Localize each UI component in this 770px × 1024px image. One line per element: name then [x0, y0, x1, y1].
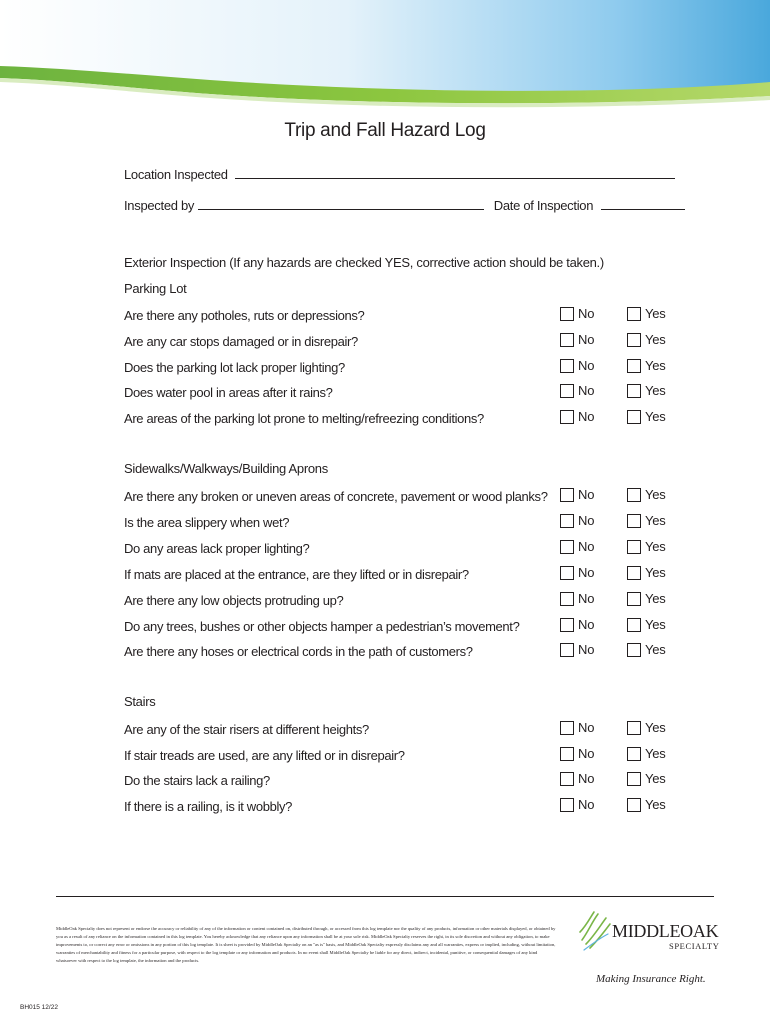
no-checkbox[interactable] [560, 514, 574, 528]
no-option[interactable] [560, 513, 594, 528]
question-row [124, 720, 684, 742]
yes-checkbox[interactable] [627, 798, 641, 812]
no-label: No [578, 409, 595, 424]
company-logo-sub: SPECIALTY [669, 941, 720, 951]
no-checkbox[interactable] [560, 488, 574, 502]
form-code: BH015 12/22 [20, 1004, 58, 1011]
no-label: No [578, 358, 595, 373]
question-text: Are there any broken or uneven areas of concrete, pavement or wood planks? [124, 489, 548, 504]
stairs-heading: Stairs [124, 694, 156, 709]
yes-option[interactable] [627, 617, 666, 632]
yes-option[interactable] [627, 306, 666, 321]
yes-option[interactable] [627, 591, 666, 606]
no-checkbox[interactable] [560, 566, 574, 580]
yes-label: Yes [645, 383, 666, 398]
date-label: Date of Inspection [493, 198, 594, 213]
inspector-date-field [124, 198, 685, 213]
yes-label: Yes [645, 409, 666, 424]
no-option[interactable] [560, 332, 594, 347]
yes-option[interactable] [627, 797, 666, 812]
disclaimer-text: MiddleOak Specialty does not represent or endorse the accuracy or reliability of any of the information or content contained on, distributed through, or accessed from this log template nor the quality of any products, information or other materials displayed, or obtained by you as a result of any reliance on the information contained in this log template. You hereby acknowledge that any reliance upon any information shall be at your sole risk. MiddleOak Specialty reserves the right, in its sole discretion and without any obligation, to make improvements to, or correct any error or omissions in any portion of this log template. It is sheet is provided by MiddleOak Specialty on an "as is" basis, and MiddleOak Specialty expressly disclaims any and all warranties, express or implied, including, without limitation, warranties of merchantability and fitness for a particular purpose, with respect to the log template or any information and products. In no event shall MiddleOak Specialty be liable for any direct, indirect, incidental, punitive, or consequential damages of any kind whatsoever with respect to the log template, the information and the products. [56, 926, 556, 963]
yes-option[interactable] [627, 746, 666, 761]
question-row [124, 383, 684, 405]
yes-option[interactable] [627, 642, 666, 657]
header-swoosh [0, 0, 770, 112]
question-row [124, 409, 684, 431]
yes-checkbox[interactable] [627, 643, 641, 657]
no-option[interactable] [560, 591, 594, 606]
question-row [124, 797, 684, 819]
no-label: No [578, 383, 595, 398]
question-row [124, 642, 684, 664]
parking-heading: Parking Lot [124, 281, 187, 296]
no-checkbox[interactable] [560, 359, 574, 373]
company-tagline: Making Insurance Right. [596, 973, 706, 985]
yes-checkbox[interactable] [627, 540, 641, 554]
yes-checkbox[interactable] [627, 488, 641, 502]
question-text: Does water pool in areas after it rains? [124, 385, 333, 400]
no-label: No [578, 771, 595, 786]
yes-label: Yes [645, 539, 666, 554]
yes-label: Yes [645, 642, 666, 657]
yes-label: Yes [645, 746, 666, 761]
question-text: Are there any hoses or electrical cords in the path of customers? [124, 644, 473, 659]
no-option[interactable] [560, 617, 594, 632]
footer-divider [56, 896, 714, 897]
no-checkbox[interactable] [560, 540, 574, 554]
yes-label: Yes [645, 332, 666, 347]
yes-checkbox[interactable] [627, 747, 641, 761]
yes-checkbox[interactable] [627, 333, 641, 347]
yes-option[interactable] [627, 539, 666, 554]
yes-checkbox[interactable] [627, 410, 641, 424]
yes-label: Yes [645, 797, 666, 812]
document-title: Trip and Fall Hazard Log [284, 120, 486, 141]
no-checkbox[interactable] [560, 410, 574, 424]
no-label: No [578, 720, 595, 735]
sidewalks-heading: Sidewalks/Walkways/Building Aprons [124, 461, 328, 476]
question-text: Are any of the stair risers at different heights? [124, 722, 369, 737]
no-label: No [578, 539, 595, 554]
no-checkbox[interactable] [560, 333, 574, 347]
no-checkbox[interactable] [560, 747, 574, 761]
question-row [124, 513, 684, 535]
question-text: If mats are placed at the entrance, are they lifted or in disrepair? [124, 567, 469, 582]
no-checkbox[interactable] [560, 798, 574, 812]
yes-label: Yes [645, 771, 666, 786]
no-option[interactable] [560, 642, 594, 657]
question-row [124, 332, 684, 354]
no-option[interactable] [560, 565, 594, 580]
yes-label: Yes [645, 358, 666, 373]
location-label: Location Inspected [124, 167, 228, 182]
yes-checkbox[interactable] [627, 566, 641, 580]
question-row [124, 565, 684, 587]
no-option[interactable] [560, 746, 594, 761]
no-checkbox[interactable] [560, 384, 574, 398]
yes-checkbox[interactable] [627, 592, 641, 606]
yes-option[interactable] [627, 565, 666, 580]
inspected-by-label: Inspected by [124, 198, 195, 213]
question-row [124, 617, 684, 639]
question-text: Do any areas lack proper lighting? [124, 541, 310, 556]
no-checkbox[interactable] [560, 721, 574, 735]
question-text: If stair treads are used, are any lifted or in disrepair? [124, 748, 405, 763]
yes-label: Yes [645, 591, 666, 606]
yes-checkbox[interactable] [627, 618, 641, 632]
yes-checkbox[interactable] [627, 514, 641, 528]
no-label: No [578, 487, 595, 502]
yes-option[interactable] [627, 383, 666, 398]
yes-label: Yes [645, 487, 666, 502]
no-option[interactable] [560, 720, 594, 735]
question-text: Are there any low objects protruding up? [124, 593, 344, 608]
yes-checkbox[interactable] [627, 307, 641, 321]
date-input[interactable] [601, 198, 685, 210]
yes-option[interactable] [627, 358, 666, 373]
yes-option[interactable] [627, 771, 666, 786]
question-text: Do any trees, bushes or other objects hamper a pedestrian’s movement? [124, 619, 520, 634]
no-checkbox[interactable] [560, 592, 574, 606]
question-text: Is the area slippery when wet? [124, 515, 290, 530]
no-label: No [578, 642, 595, 657]
no-option[interactable] [560, 797, 594, 812]
location-input[interactable] [235, 167, 675, 179]
no-option[interactable] [560, 409, 594, 424]
yes-checkbox[interactable] [627, 384, 641, 398]
no-label: No [578, 591, 595, 606]
no-label: No [578, 797, 595, 812]
inspected-by-input[interactable] [198, 198, 484, 210]
yes-label: Yes [645, 306, 666, 321]
question-text: Does the parking lot lack proper lighting? [124, 360, 345, 375]
no-option[interactable] [560, 487, 594, 502]
no-label: No [578, 565, 595, 580]
yes-checkbox[interactable] [627, 721, 641, 735]
no-checkbox[interactable] [560, 307, 574, 321]
no-label: No [578, 746, 595, 761]
question-row [124, 591, 684, 613]
yes-option[interactable] [627, 409, 666, 424]
no-option[interactable] [560, 358, 594, 373]
no-label: No [578, 617, 595, 632]
question-text: Are there any potholes, ruts or depressions? [124, 308, 365, 323]
question-row [124, 487, 684, 509]
no-option[interactable] [560, 539, 594, 554]
exterior-heading: Exterior Inspection (If any hazards are checked YES, corrective action should be taken.) [124, 255, 604, 270]
question-row [124, 771, 684, 793]
question-row [124, 539, 684, 561]
yes-option[interactable] [627, 487, 666, 502]
no-label: No [578, 513, 595, 528]
location-field [124, 167, 675, 182]
question-text: Are any car stops damaged or in disrepair? [124, 334, 358, 349]
yes-label: Yes [645, 565, 666, 580]
yes-label: Yes [645, 720, 666, 735]
question-text: If there is a railing, is it wobbly? [124, 799, 293, 814]
no-checkbox[interactable] [560, 643, 574, 657]
no-checkbox[interactable] [560, 772, 574, 786]
no-option[interactable] [560, 383, 594, 398]
yes-label: Yes [645, 513, 666, 528]
question-text: Do the stairs lack a railing? [124, 773, 270, 788]
no-label: No [578, 306, 595, 321]
no-checkbox[interactable] [560, 618, 574, 632]
question-text: Are areas of the parking lot prone to melting/refreezing conditions? [124, 411, 484, 426]
yes-checkbox[interactable] [627, 772, 641, 786]
question-row [124, 746, 684, 768]
yes-option[interactable] [627, 720, 666, 735]
company-logo-name: MIDDLEOAK [612, 921, 719, 941]
yes-option[interactable] [627, 513, 666, 528]
yes-option[interactable] [627, 332, 666, 347]
no-option[interactable] [560, 771, 594, 786]
yes-checkbox[interactable] [627, 359, 641, 373]
yes-label: Yes [645, 617, 666, 632]
question-row [124, 358, 684, 380]
no-label: No [578, 332, 595, 347]
no-option[interactable] [560, 306, 594, 321]
question-row [124, 306, 684, 328]
